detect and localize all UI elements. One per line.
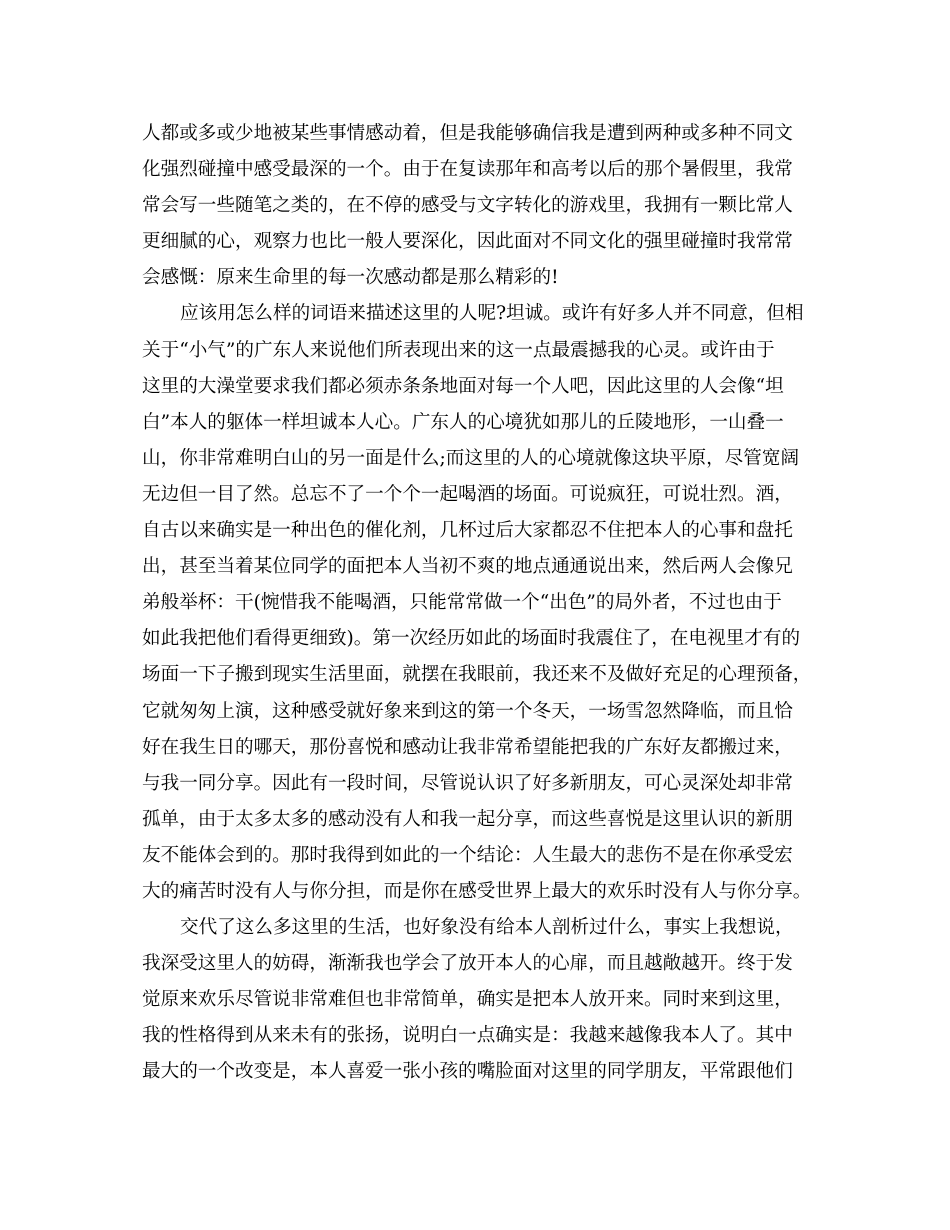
text-line: 最大的一个改变是，本人喜爱一张小孩的嘴脸面对这里的同学朋友，平常跟他们	[142, 1061, 793, 1083]
text-line: 出，甚至当着某位同学的面把本人当初不爽的地点通通说出来，然后两人会像兄	[142, 556, 793, 578]
text-line: 孤单，由于太多太多的感动没有人和我一起分享，而这些喜悦是这里认识的新朋	[142, 808, 793, 830]
text-line: 这里的大澡堂要求我们都必须赤条条地面对每一个人吧，因此这里的人会像“坦	[142, 375, 784, 397]
text-line: 自古以来确实是一种出色的催化剂，几杯过后大家都忍不住把本人的心事和盘托	[142, 520, 793, 542]
text-line: 无边但一目了然。总忘不了一个个一起喝酒的场面。可说疯狂，可说壮烈。酒，	[142, 483, 793, 505]
text-line: 常会写一些随笔之类的，在不停的感受与文字转化的游戏里，我拥有一颗比常人	[142, 195, 793, 217]
text-line: 它就匆匆上演，这种感受就好象来到这的第一个冬天，一场雪忽然降临，而且恰	[142, 700, 793, 722]
text-line: 人都或多或少地被某些事情感动着，但是我能够确信我是遭到两种或多种不同文	[142, 123, 793, 144]
text-line: 我深受这里人的妨碍，渐渐我也学会了放开本人的心扉，而且越敞越开。终于发	[142, 953, 793, 975]
paragraph-3	[142, 910, 812, 1090]
text-line: 如此我把他们看得更细致)。第一次经历如此的场面时我震住了，在电视里才有的	[142, 628, 801, 650]
text-line: 应该用怎么样的词语来描述这里的人呢?坦诚。或许有好多人并不同意，但相	[180, 303, 804, 325]
text-line: 我的性格得到从来未有的张扬，说明白一点确实是：我越来越像我本人了。其中	[142, 1025, 793, 1047]
text-line: 与我一同分享。因此有一段时间，尽管说认识了好多新朋友，可心灵深处却非常	[142, 772, 793, 794]
text-line: 更细腻的心，观察力也比一般人要深化，因此面对不同文化的强里碰撞时我常常	[142, 231, 793, 253]
text-line: 场面一下子搬到现实生活里面，就摆在我眼前，我还来不及做好充足的心理预备，	[142, 664, 812, 686]
text-line: 会感慨：原来生命里的每一次感动都是那么精彩的!	[142, 267, 559, 289]
text-line: 白”本人的躯体一样坦诚本人心。广东人的心境犹如那儿的丘陵地形，一山叠一	[142, 411, 784, 433]
text-line: 弟般举杯：干(惋惜我不能喝酒，只能常常做一个“出色”的局外者，不过也由于	[142, 592, 782, 614]
text-line: 友不能体会到的。那时我得到如此的一个结论：人生最大的悲伤不是在你承受宏	[142, 844, 793, 866]
paragraph-1	[142, 116, 812, 296]
text-line: 山，你非常难明白山的另一面是什么;而这里的人的心境就像这块平原，尽管宽阔	[142, 447, 800, 469]
text-line: 化强烈碰撞中感受最深的一个。由于在复读那年和高考以后的那个暑假里，我常	[142, 159, 793, 181]
paragraph-2	[142, 296, 812, 910]
document-body	[142, 116, 812, 1091]
text-line: 好在我生日的哪天，那份喜悦和感动让我非常希望能把我的广东好友都搬过来，	[142, 736, 793, 758]
text-line: 大的痛苦时没有人与你分担，而是你在感受世界上最大的欢乐时没有人与你分享。	[142, 880, 812, 902]
text-line: 交代了这么多这里的生活，也好象没有给本人剖析过什么，事实上我想说，	[180, 917, 794, 939]
text-line: 觉原来欢乐尽管说非常难但也非常简单，确实是把本人放开来。同时来到这里，	[142, 989, 793, 1011]
text-line: 关于“小气”的广东人来说他们所表现出来的这一点最震撼我的心灵。或许由于	[142, 339, 775, 361]
